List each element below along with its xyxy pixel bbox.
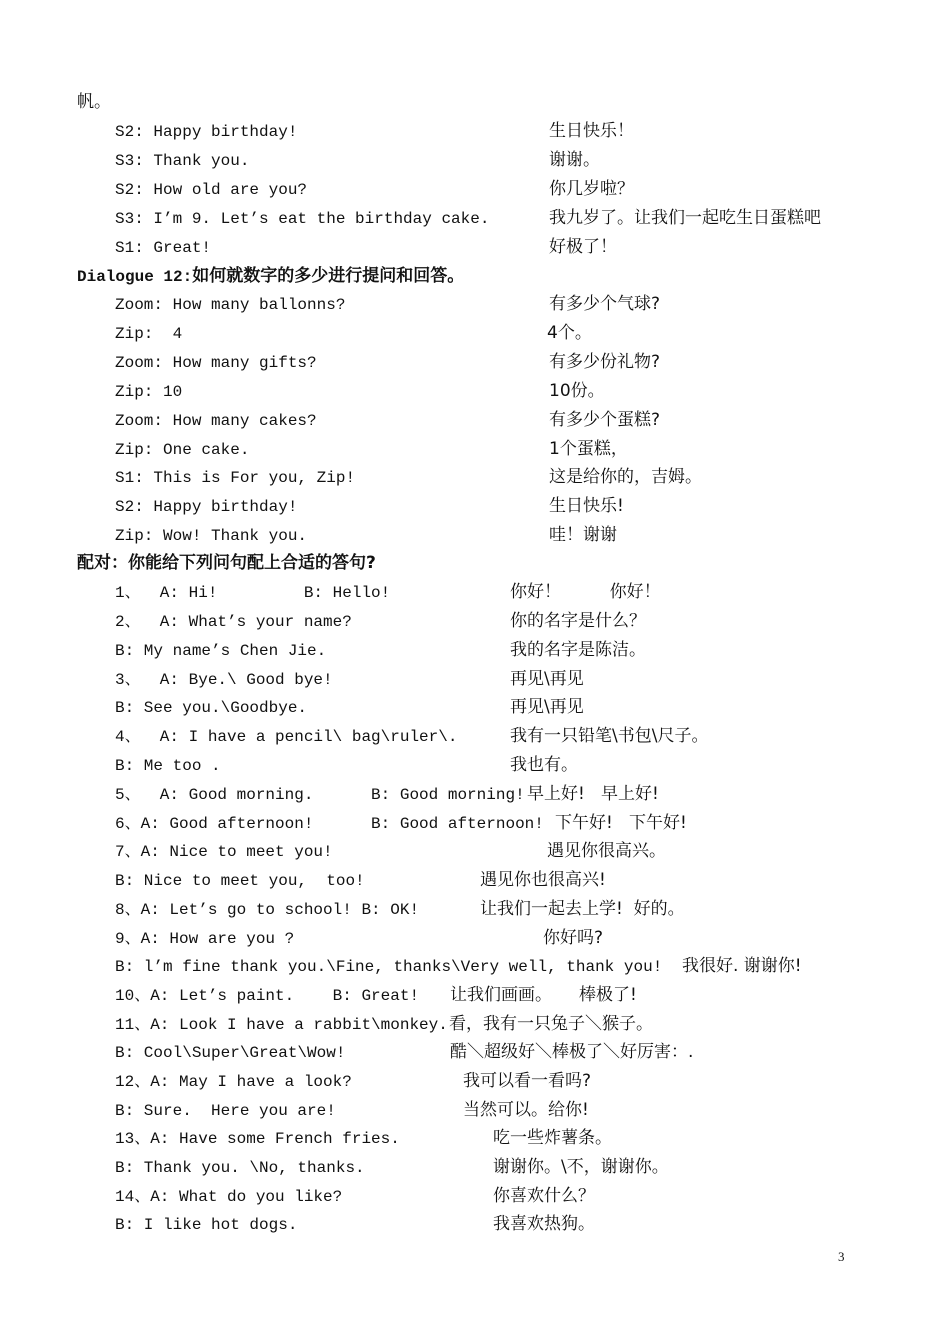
dialogue-line-en: Zoom: How many cakes? xyxy=(115,412,317,430)
dialogue-line-en: S1: This is For you, Zip! xyxy=(115,469,356,487)
match-line-en: 6、A: Good afternoon! B: Good afternoon! xyxy=(115,815,544,833)
top-text-fragment: 帆。 xyxy=(77,92,111,112)
dialogue-line-zh: 有多少个气球? xyxy=(549,294,661,314)
match-line-en: 1、 A: Hi! B: Hello! xyxy=(115,584,391,602)
match-line-en: 7、A: Nice to meet you! xyxy=(115,843,333,861)
match-line-en: B: Cool\Super\Great\Wow! xyxy=(115,1044,346,1062)
dialogue-line-en: Zip: 4 xyxy=(115,325,183,343)
match-line-zh: 看，我有一只兔子＼猴子。 xyxy=(449,1014,653,1034)
match-line-zh: 我有一只铅笔\书包\尺子。 xyxy=(510,726,709,746)
match-line-zh: 遇见你很高兴。 xyxy=(547,841,666,861)
match-line-zh: 你的名字是什么？ xyxy=(510,611,646,631)
dialogue12-heading-en: Dialogue 12: xyxy=(77,268,193,286)
match-line-zh: 我很好. 谢谢你! xyxy=(682,956,802,976)
match-line-zh: 我可以看一看吗? xyxy=(463,1071,592,1091)
match-line-zh: 当然可以。给你! xyxy=(463,1100,589,1120)
dialogue-line-en: S2: Happy birthday! xyxy=(115,123,298,141)
match-line-en: B: Thank you. \No, thanks. xyxy=(115,1159,365,1177)
dialogue-line-zh: 我九岁了。让我们一起吃生日蛋糕吧 xyxy=(549,208,821,228)
dialogue-line-zh: 4个。 xyxy=(547,323,592,343)
dialogue-line-zh: 这是给你的，吉姆。 xyxy=(549,467,702,487)
dialogue-line-en: Zoom: How many gifts? xyxy=(115,354,317,372)
match-line-zh: 你好！ 你好！ xyxy=(510,582,661,602)
match-line-zh: 谢谢你。\不，谢谢你。 xyxy=(493,1157,669,1177)
dialogue12-heading-zh: 如何就数字的多少进行提问和回答。 xyxy=(192,266,465,286)
dialogue12-heading xyxy=(77,266,464,287)
dialogue-line-zh: 你几岁啦？ xyxy=(549,179,634,199)
dialogue-line-zh: 生日快乐！ xyxy=(549,121,634,141)
match-line-en: 4、 A: I have a pencil\ bag\ruler\. xyxy=(115,728,458,746)
dialogue-line-zh: 好极了！ xyxy=(549,237,617,257)
match-line-zh: 遇见你也很高兴! xyxy=(480,870,606,890)
match-line-en: B: I like hot dogs. xyxy=(115,1216,298,1234)
match-line-zh: 早上好! 早上好! xyxy=(527,784,659,804)
dialogue-line-en: S2: How old are you? xyxy=(115,181,308,199)
match-line-en: B: Nice to meet you, too! xyxy=(115,872,365,890)
match-line-en: 14、A: What do you like? xyxy=(115,1188,343,1206)
page-number: 3 xyxy=(838,1249,845,1264)
dialogue-line-en: S2: Happy birthday! xyxy=(115,498,298,516)
match-line-zh: 下午好! 下午好! xyxy=(555,813,687,833)
dialogue-line-zh: 生日快乐! xyxy=(549,496,624,516)
dialogue-line-en: Zip: Wow! Thank you. xyxy=(115,527,308,545)
match-line-en: 13、A: Have some French fries. xyxy=(115,1130,400,1148)
match-line-en: 10、A: Let’s paint. B: Great! xyxy=(115,987,420,1005)
match-line-zh: 让我们一起去上学! 好的。 xyxy=(480,899,685,919)
match-line-en: B: l’m fine thank you.\Fine, thanks\Very well, thank you! xyxy=(115,958,663,976)
match-line-en: 2、 A: What’s your name? xyxy=(115,613,352,631)
match-line-en: B: Sure. Here you are! xyxy=(115,1102,336,1120)
dialogue-line-en: Zip: One cake. xyxy=(115,441,250,459)
dialogue-line-en: S3: I’m 9. Let’s eat the birthday cake. xyxy=(115,210,490,228)
match-line-en: 12、A: May I have a look? xyxy=(115,1073,352,1091)
match-line-zh: 酷＼超级好＼棒极了＼好厉害：. xyxy=(450,1042,694,1062)
match-line-zh: 让我们画画。 棒极了! xyxy=(450,985,637,1005)
match-line-zh: 我的名字是陈洁。 xyxy=(510,640,646,660)
dialogue-line-zh: 谢谢。 xyxy=(549,150,600,170)
dialogue-line-zh: 有多少份礼物? xyxy=(549,352,661,372)
match-line-zh: 再见\再见 xyxy=(510,669,584,689)
match-line-zh: 你喜欢什么？ xyxy=(493,1186,595,1206)
match-line-zh: 你好吗? xyxy=(543,928,604,948)
match-line-en: B: See you.\Goodbye. xyxy=(115,699,308,717)
dialogue-line-zh: 10份。 xyxy=(549,381,605,401)
match-line-en: 9、A: How are you ? xyxy=(115,930,295,948)
match-line-en: B: Me too . xyxy=(115,757,221,775)
match-line-en: B: My name’s Chen Jie. xyxy=(115,642,327,660)
match-line-en: 5、 A: Good morning. B: Good morning! xyxy=(115,786,525,804)
match-line-en: 8、A: Let’s go to school! B: OK! xyxy=(115,901,420,919)
dialogue-line-en: Zoom: How many ballonns? xyxy=(115,296,346,314)
match-line-zh: 我也有。 xyxy=(510,755,578,775)
dialogue-line-en: Zip: 10 xyxy=(115,383,183,401)
match-line-zh: 再见\再见 xyxy=(510,697,584,717)
match-line-en: 3、 A: Bye.\ Good bye! xyxy=(115,671,333,689)
dialogue-line-zh: 哇！谢谢 xyxy=(549,525,617,545)
match-line-zh: 吃一些炸薯条。 xyxy=(493,1128,612,1148)
match-line-zh: 我喜欢热狗。 xyxy=(493,1214,595,1234)
match-line-en: 11、A: Look I have a rabbit\monkey. xyxy=(115,1016,448,1034)
dialogue-line-en: S1: Great! xyxy=(115,239,212,257)
dialogue-line-zh: 有多少个蛋糕? xyxy=(549,410,661,430)
dialogue-line-zh: 1个蛋糕， xyxy=(549,439,628,459)
dialogue-line-en: S3: Thank you. xyxy=(115,152,250,170)
matching-heading: 配对：你能给下列问句配上合适的答句? xyxy=(77,553,376,573)
